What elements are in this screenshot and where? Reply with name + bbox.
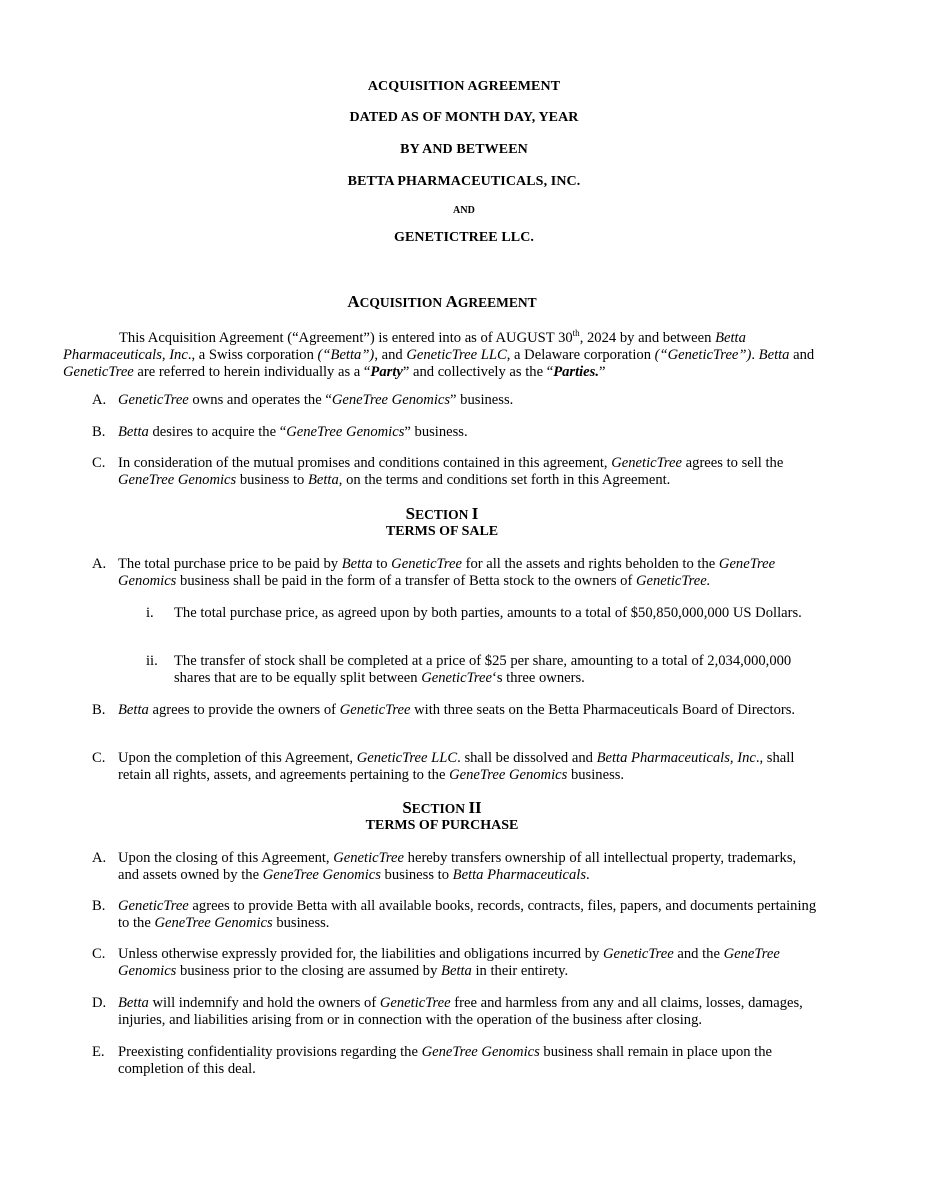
section-1-heading: SECTION I <box>405 504 479 523</box>
section-1-item-b: B. Betta agrees to provide the owners of GeneticTree with three seats on the Betta Pharmaceuticals Board of Directors. <box>92 702 796 718</box>
cover-title: ACQUISITION AGREEMENT <box>367 79 561 94</box>
section-2-item-a: A. Upon the closing of this Agreement, GeneticTree hereby transfers ownership of all intellectual property, trademarks, and assets owned by the GeneTree Genomics business to Betta Pharmaceuticals. <box>92 850 797 883</box>
recital-c: C. In consideration of the mutual promises and conditions contained in this agreement, GeneticTree agrees to sell the GeneTree Genomics business to Betta, on the terms and conditions set forth in this Agreement. <box>92 455 784 488</box>
section-2-item-e: E. Preexisting confidentiality provisions regarding the GeneTree Genomics business shall remain in place upon the completion of this deal. <box>92 1044 773 1077</box>
cover-party-2: GENETICTREE LLC. <box>393 230 535 245</box>
section-1-item-a: A. The total purchase price to be paid by Betta to GeneticTree for all the assets and rights beholden to the GeneTree Genomics business shall be paid in the form of a transfer of Betta stock to the owners of GeneticTree. <box>92 556 776 589</box>
section-1-item-a-i: i. The total purchase price, as agreed upon by both parties, amounts to a total of $50,850,000,000 US Dollars. <box>146 605 802 621</box>
section-1-subheading: TERMS OF SALE <box>385 524 499 539</box>
section-2-subheading: TERMS OF PURCHASE <box>365 818 519 833</box>
section-1-item-a-ii: ii. The transfer of stock shall be completed at a price of $25 per share, amounting to a total of 2,034,000,000 shares that are to be equally split between GeneticTree‘s three owners. <box>146 653 792 686</box>
section-2-item-b: B. GeneticTree agrees to provide Betta with all available books, records, contracts, files, papers, and documents pertaining to the GeneTree Genomics business. <box>92 898 817 931</box>
section-1-item-c: C. Upon the completion of this Agreement, GeneticTree LLC. shall be dissolved and Betta Pharmaceuticals, Inc., shall retain all rights, assets, and agreements pertaining to the GeneTree Genomics business. <box>92 750 795 783</box>
cover-party-1: BETTA PHARMACEUTICALS, INC. <box>347 174 581 189</box>
recital-a: A. GeneticTree owns and operates the “GeneTree Genomics” business. <box>92 392 514 408</box>
agreement-heading: ACQUISITION AGREEMENT <box>347 292 537 311</box>
section-2-item-d: D. Betta will indemnify and hold the owners of GeneticTree free and harmless from any and all claims, losses, damages, injuries, and liabilities arising from or in connection with the operation of the business after closing. <box>92 995 803 1028</box>
recital-b: B. Betta desires to acquire the “GeneTree Genomics” business. <box>92 424 468 440</box>
cover-dated: DATED AS OF MONTH DAY, YEAR <box>349 110 579 125</box>
cover-by-and-between: BY AND BETWEEN <box>400 142 528 157</box>
section-2-heading: SECTION II <box>402 798 482 817</box>
preamble-paragraph: This Acquisition Agreement (“Agreement”) is entered into as of AUGUST 30th, 2024 by and between Betta Pharmaceuticals, Inc., a Swiss corporation (“Betta”), and GeneticTree LLC, a Delaware corporation (“GeneticTree”). Betta and GeneticTree are referred to herein individually as a “Party” and collectively as the “Parties.” <box>63 328 815 380</box>
cover-and: AND <box>453 205 475 216</box>
section-2-item-c: C. Unless otherwise expressly provided for, the liabilities and obligations incurred by GeneticTree and the GeneTree Genomics business prior to the closing are assumed by Betta in their entirety. <box>92 946 780 979</box>
